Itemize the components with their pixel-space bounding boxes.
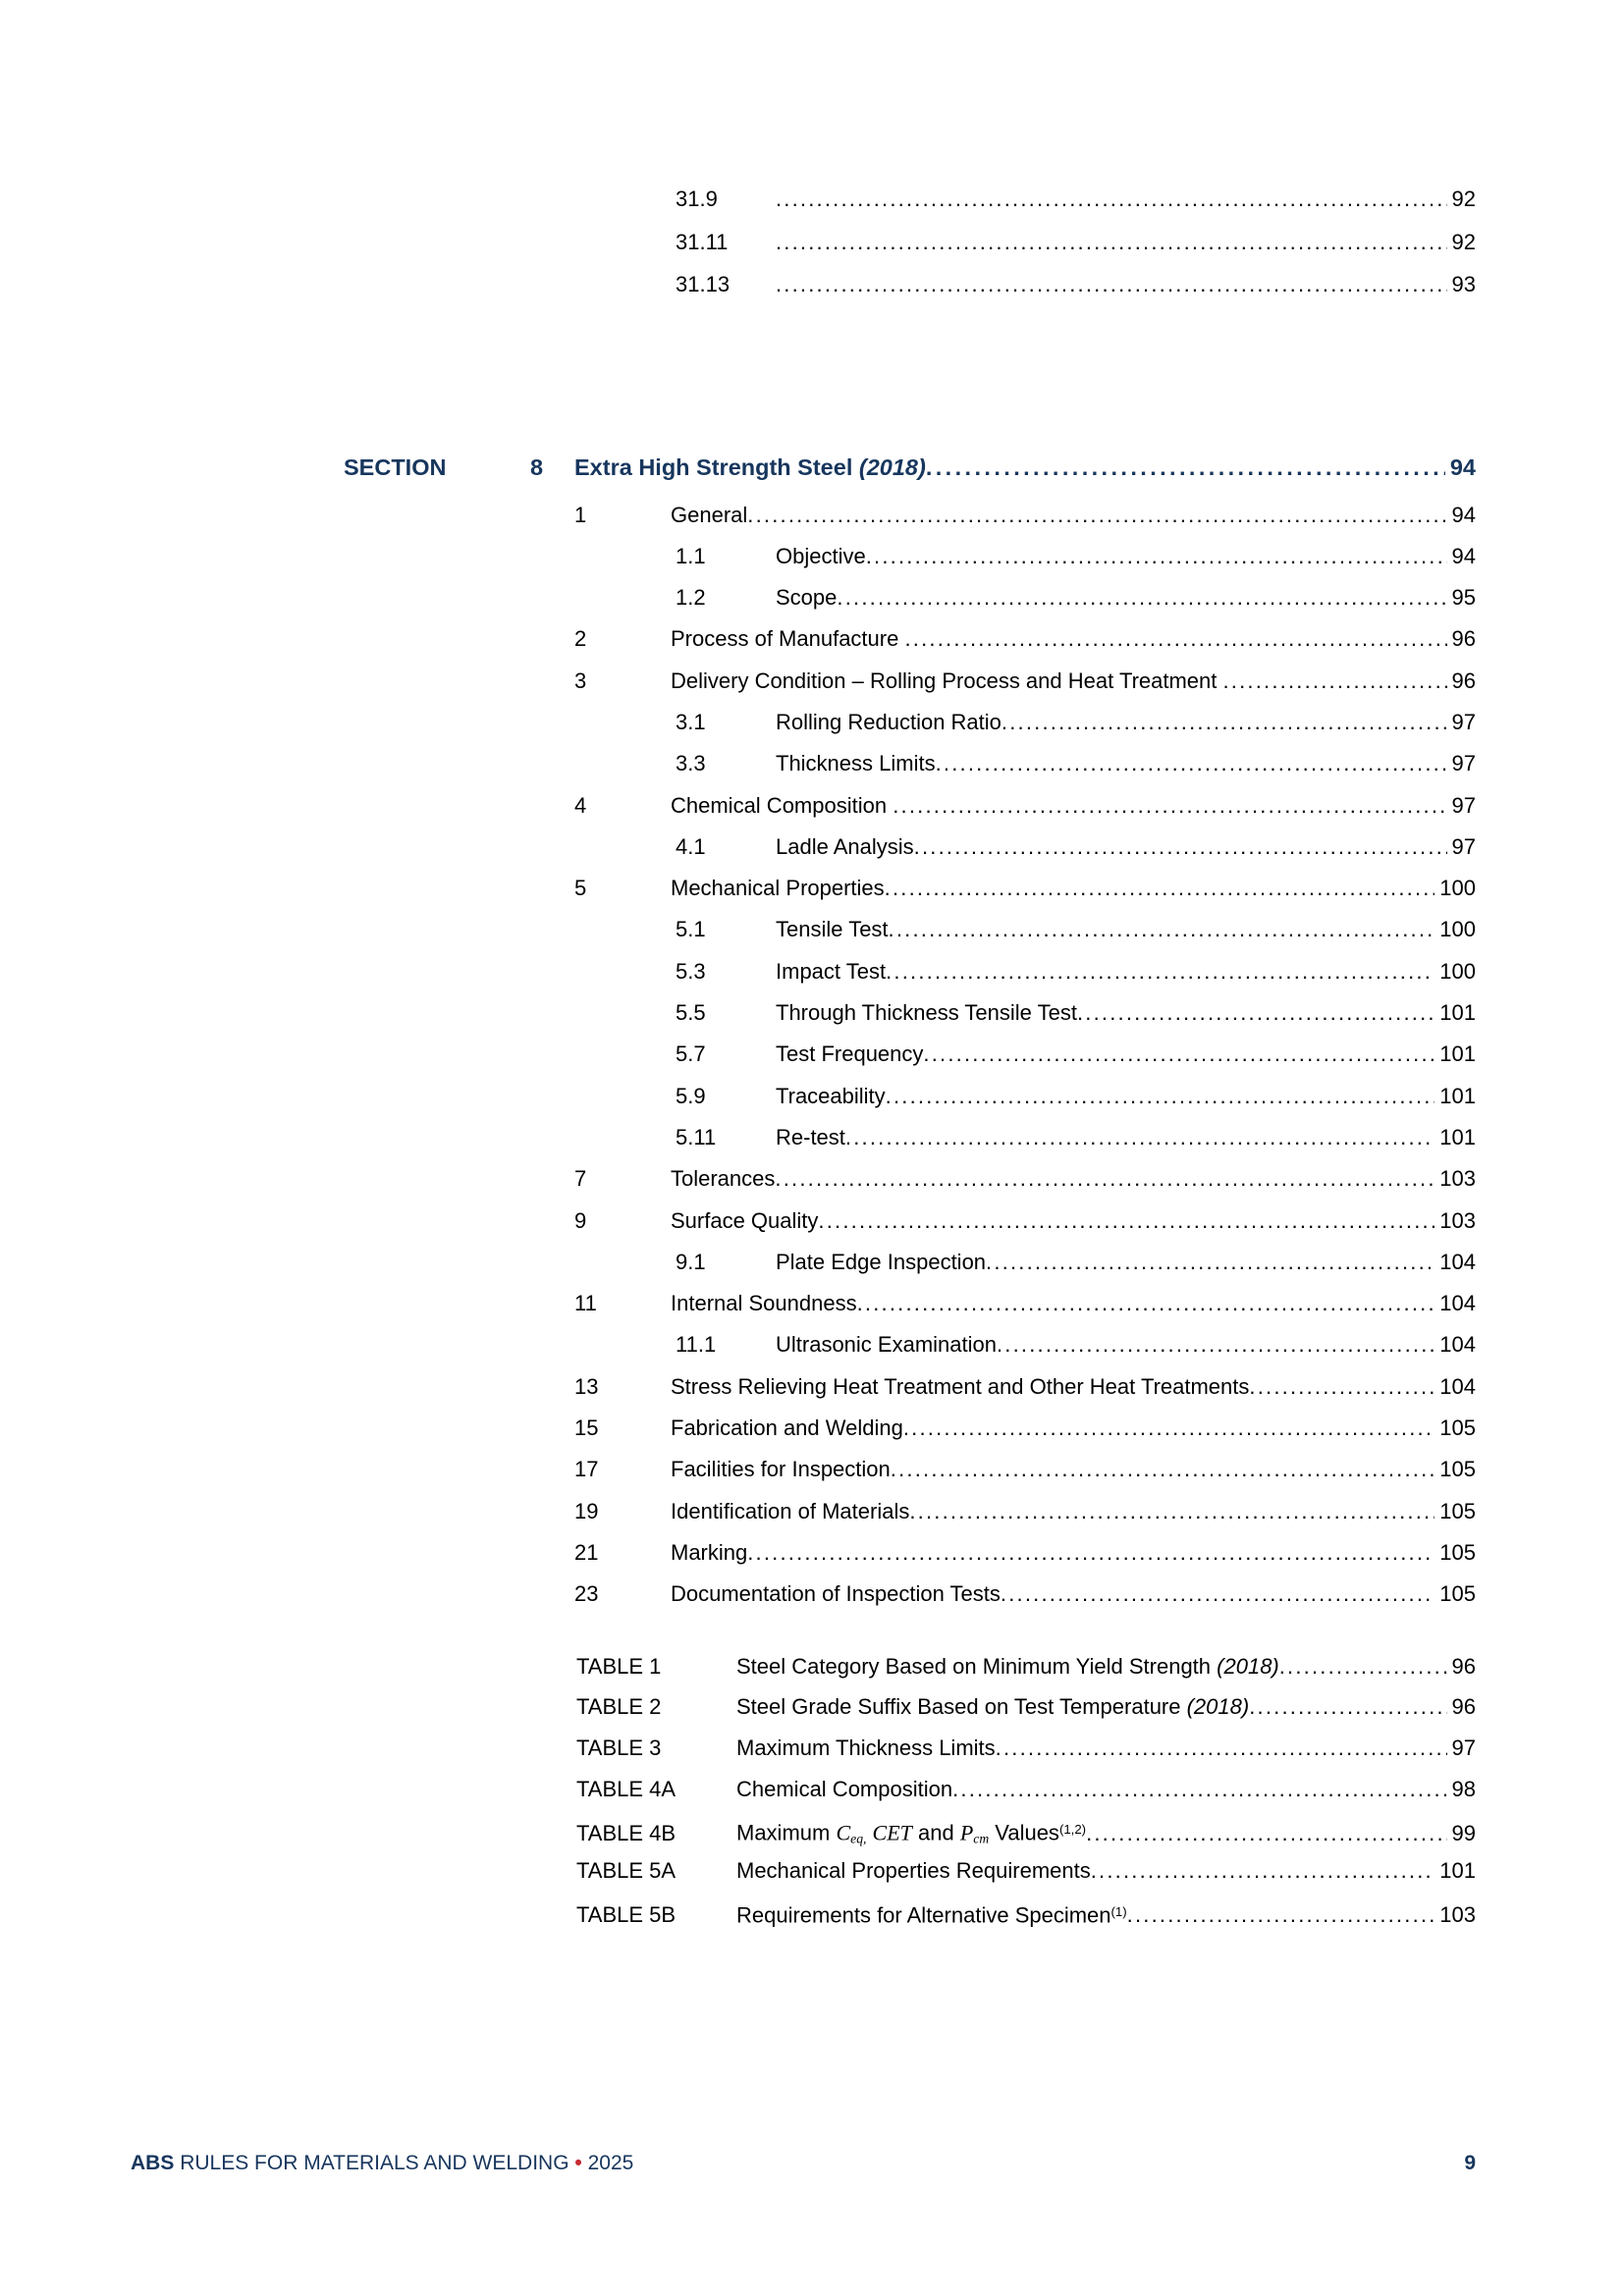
toc-entry <box>344 1415 1476 1457</box>
toc-entry-number: 5.11 <box>676 1124 717 1149</box>
section-title: Extra High Strength Steel (2018) <box>574 454 926 480</box>
toc-entry-page-number: 101 <box>1439 1000 1476 1026</box>
toc-entry-number: 11.1 <box>676 1332 717 1358</box>
toc-entry-title: Maximum Ceq, CET and Pcm Values$^{(1,2)}$ <box>736 1820 1087 1846</box>
toc-entry <box>344 1499 1476 1540</box>
toc-entry-title: Ultrasonic Examination <box>776 1332 997 1358</box>
dot-leader <box>889 917 1435 942</box>
dot-leader <box>1249 1694 1446 1720</box>
toc-entry-page-number: 104 <box>1439 1373 1476 1399</box>
dot-leader <box>1086 1821 1446 1846</box>
toc-entry-page-number: 96 <box>1451 1653 1476 1679</box>
toc-entry-title: Scope <box>776 585 838 611</box>
toc-entry <box>344 917 1476 958</box>
toc-entry-number: 1.2 <box>676 585 706 611</box>
dot-leader <box>936 751 1447 776</box>
toc-entry-number: 5.3 <box>676 958 706 984</box>
toc-entry-number: 7 <box>574 1166 587 1192</box>
toc-entry-page-number: 97 <box>1451 1735 1476 1760</box>
toc-entry-page-number: 101 <box>1439 1041 1476 1067</box>
toc-entry-number: 3 <box>574 667 587 693</box>
toc-entry <box>344 544 1476 585</box>
toc-entry-page-number: 97 <box>1451 792 1476 818</box>
dot-leader <box>1127 1902 1435 1928</box>
toc-entry-number: 31.9 <box>676 187 718 211</box>
toc-entry-title: Objective <box>776 543 866 568</box>
toc-entry-title: Test Frequency <box>776 1041 924 1067</box>
toc-entry-number: 4.1 <box>676 833 706 859</box>
toc-entry-title: Maximum Thickness Limits <box>736 1735 996 1760</box>
dot-leader <box>1279 1654 1447 1680</box>
toc-entry-page-number: 95 <box>1451 585 1476 611</box>
toc-entry <box>344 834 1476 876</box>
dot-leader <box>1249 1374 1435 1400</box>
dot-leader <box>893 793 1446 819</box>
toc-entry-title: Surface Quality <box>671 1207 819 1233</box>
dot-leader <box>904 626 1446 652</box>
toc-entry-title: Documentation of Inspection Tests <box>671 1581 1001 1607</box>
toc-entry-page-number: 104 <box>1439 1332 1476 1358</box>
toc-entry-number: 9 <box>574 1207 587 1233</box>
toc-entry-page-number: 100 <box>1439 917 1476 942</box>
toc-entry <box>344 1735 1476 1777</box>
toc-entry-title: General <box>671 502 748 527</box>
toc-entry-title: Plate Edge Inspection <box>776 1249 987 1274</box>
toc-entry <box>344 876 1476 917</box>
toc-entry-page-number: 92 <box>1451 229 1476 254</box>
toc-entry-title: Mechanical Properties Requirements <box>736 1857 1091 1883</box>
toc-entry-page-number: 105 <box>1439 1539 1476 1565</box>
toc-entry <box>344 503 1476 544</box>
toc-entry-page-number: 105 <box>1439 1498 1476 1523</box>
toc-entry-number: 17 <box>574 1457 599 1482</box>
toc-entry <box>344 230 1476 273</box>
toc-entry-number: 5.1 <box>676 917 706 942</box>
toc-entry-page-number: 101 <box>1439 1124 1476 1149</box>
dot-leader <box>1223 668 1447 694</box>
toc-entry <box>344 668 1476 710</box>
toc-entry-number: TABLE 3 <box>576 1735 662 1760</box>
toc-entry-page-number: 100 <box>1439 958 1476 984</box>
toc-entry-page-number: 98 <box>1451 1776 1476 1801</box>
toc-entry <box>344 793 1476 834</box>
dot-leader <box>776 230 1447 255</box>
toc-entry-title: Traceability <box>776 1083 886 1108</box>
dot-leader <box>776 272 1447 297</box>
toc-entry-title: Marking <box>671 1539 748 1565</box>
section-page-number: 94 <box>1449 454 1476 480</box>
table-of-contents <box>344 187 1476 1940</box>
dot-leader <box>866 544 1447 569</box>
toc-entry-title: Chemical Composition <box>736 1776 953 1801</box>
toc-entry-number: 5.7 <box>676 1041 706 1067</box>
toc-section-heading <box>344 454 1476 503</box>
toc-entry-page-number: 101 <box>1439 1083 1476 1108</box>
toc-entry <box>344 1694 1476 1735</box>
toc-entry <box>344 1457 1476 1498</box>
toc-entry-page-number: 94 <box>1451 543 1476 568</box>
toc-entry-title: Thickness Limits <box>776 751 936 776</box>
toc-entry-page-number: 100 <box>1439 876 1476 901</box>
dot-leader <box>1091 1858 1435 1884</box>
toc-entry <box>344 626 1476 667</box>
toc-entry <box>344 187 1476 230</box>
toc-entry-title: Identification of Materials <box>671 1498 910 1523</box>
toc-entry-title: Ladle Analysis <box>776 833 914 859</box>
toc-entry-page-number: 97 <box>1451 751 1476 776</box>
toc-entry-title: Tensile Test <box>776 917 889 942</box>
toc-entry <box>344 1166 1476 1207</box>
toc-entry <box>344 1041 1476 1083</box>
footer-brand: ABS <box>131 2152 175 2174</box>
toc-entry <box>344 1654 1476 1695</box>
dot-leader <box>891 1457 1435 1482</box>
toc-entry-number: 31.11 <box>676 229 729 254</box>
dot-leader <box>747 503 1446 528</box>
toc-entry-title: Mechanical Properties <box>671 876 885 901</box>
toc-entry-number: 15 <box>574 1415 599 1441</box>
toc-entry-page-number: 105 <box>1439 1415 1476 1441</box>
toc-entry-number: 3.1 <box>676 709 706 734</box>
toc-entry <box>344 1540 1476 1581</box>
toc-entry-page-number: 93 <box>1451 272 1476 296</box>
dot-leader <box>845 1125 1435 1150</box>
toc-entry <box>344 1899 1476 1941</box>
toc-entry-number: 1.1 <box>676 543 706 568</box>
dot-leader <box>909 1499 1435 1524</box>
toc-entry-page-number: 101 <box>1439 1857 1476 1883</box>
dot-leader <box>776 187 1447 212</box>
toc-entry <box>344 1817 1476 1858</box>
toc-entry-page-number: 96 <box>1451 667 1476 693</box>
dot-leader <box>886 959 1435 985</box>
dot-leader <box>886 1084 1435 1109</box>
toc-entry-page-number: 105 <box>1439 1581 1476 1607</box>
toc-entry <box>344 1125 1476 1166</box>
toc-entry-title: Impact Test <box>776 958 887 984</box>
dot-leader <box>923 1041 1435 1067</box>
dot-leader <box>903 1415 1435 1441</box>
toc-entry <box>344 710 1476 751</box>
toc-entry <box>344 1250 1476 1291</box>
toc-entry <box>344 1332 1476 1373</box>
toc-entry-page-number: 103 <box>1439 1166 1476 1192</box>
toc-entry-number: TABLE 5A <box>576 1857 677 1883</box>
toc-entry-page-number: 92 <box>1451 187 1476 211</box>
toc-entry-title: Fabrication and Welding <box>671 1415 903 1441</box>
dot-leader <box>818 1208 1435 1234</box>
toc-entry-title: Re-test <box>776 1124 845 1149</box>
dot-leader <box>1001 1581 1435 1607</box>
dot-leader <box>837 585 1446 611</box>
toc-entry-page-number: 99 <box>1451 1820 1476 1845</box>
toc-entry-page-number: 103 <box>1439 1902 1476 1928</box>
footer <box>131 2152 633 2175</box>
toc-entry-page-number: 94 <box>1451 502 1476 527</box>
toc-entry-title: Chemical Composition <box>671 792 893 818</box>
toc-entry <box>344 1084 1476 1125</box>
toc-entry-number: TABLE 1 <box>576 1653 662 1679</box>
toc-entry-number: 9.1 <box>676 1249 706 1274</box>
toc-entry-page-number: 105 <box>1439 1457 1476 1482</box>
page-number: 9 <box>1464 2152 1476 2174</box>
section-label: SECTION <box>344 454 447 480</box>
toc-entry <box>344 1858 1476 1899</box>
toc-entry-page-number: 97 <box>1451 709 1476 734</box>
toc-entry-title: Steel Grade Suffix Based on Test Temperature (2018) <box>736 1694 1250 1720</box>
dot-leader <box>747 1540 1435 1566</box>
toc-entry-title: Tolerances <box>671 1166 776 1192</box>
toc-entry <box>344 1777 1476 1818</box>
toc-entry-number: 11 <box>574 1291 597 1316</box>
toc-intro-block <box>344 187 1476 315</box>
dot-leader <box>885 876 1435 901</box>
toc-entry-title: Process of Manufacture <box>671 626 905 652</box>
dot-leader <box>996 1735 1447 1761</box>
toc-entry <box>344 959 1476 1000</box>
toc-entry-page-number: 104 <box>1439 1291 1476 1316</box>
toc-entry-title: Facilities for Inspection <box>671 1457 891 1482</box>
toc-entry-title: Stress Relieving Heat Treatment and Other Heat Treatments <box>671 1373 1250 1399</box>
toc-entry-number: 4 <box>574 792 587 818</box>
dot-leader <box>926 454 1445 480</box>
toc-entry <box>344 1291 1476 1332</box>
toc-entry <box>344 1000 1476 1041</box>
toc-entry-number: 1 <box>574 502 587 527</box>
toc-entry-number: 19 <box>574 1498 599 1523</box>
toc-entry <box>344 1581 1476 1623</box>
dot-leader <box>857 1291 1435 1316</box>
toc-entry <box>344 1208 1476 1250</box>
toc-entry-number: 13 <box>574 1373 599 1399</box>
toc-entry-number: 5.5 <box>676 1000 706 1026</box>
dot-leader <box>914 834 1447 860</box>
toc-entry-number: 21 <box>574 1539 599 1565</box>
toc-entries-block <box>344 503 1476 1624</box>
footer-title: RULES FOR MATERIALS AND WELDING <box>180 2152 569 2174</box>
toc-entry-page-number: 96 <box>1451 1694 1476 1720</box>
toc-entry-number: 5.9 <box>676 1083 706 1108</box>
toc-entry-number: 5 <box>574 876 587 901</box>
toc-entry <box>344 585 1476 626</box>
toc-entry-number: 2 <box>574 626 587 652</box>
toc-entry-page-number: 97 <box>1451 833 1476 859</box>
toc-entry-number: TABLE 5B <box>576 1902 677 1928</box>
section-number: 8 <box>530 454 544 480</box>
toc-entry-page-number: 104 <box>1439 1249 1476 1274</box>
toc-entry-page-number: 96 <box>1451 626 1476 652</box>
dot-leader <box>775 1166 1435 1192</box>
toc-entry-title: Steel Category Based on Minimum Yield Strength (2018) <box>736 1653 1279 1679</box>
toc-entry-number: TABLE 4A <box>576 1776 677 1801</box>
toc-entry-title: Requirements for Alternative Specimen$^{(1)}$ <box>736 1902 1127 1928</box>
toc-entry-title: Delivery Condition – Rolling Process and Heat Treatment <box>671 667 1223 693</box>
toc-entry-title: Internal Soundness <box>671 1291 857 1316</box>
toc-entry-number: 23 <box>574 1581 599 1607</box>
toc-entry <box>344 272 1476 315</box>
footer-year: 2025 <box>587 2152 634 2174</box>
toc-entry-title: Rolling Reduction Ratio <box>776 709 1001 734</box>
dot-leader <box>952 1777 1446 1802</box>
footer-separator-dot: • <box>574 2152 582 2174</box>
toc-entry-page-number: 103 <box>1439 1207 1476 1233</box>
toc-entry <box>344 1374 1476 1415</box>
toc-entry-number: TABLE 2 <box>576 1694 662 1720</box>
toc-entry-title: Through Thickness Tensile Test <box>776 1000 1077 1026</box>
dot-leader <box>1077 1000 1435 1026</box>
dot-leader <box>986 1250 1435 1275</box>
dot-leader <box>1001 710 1447 735</box>
toc-entry-number: 31.13 <box>676 272 731 296</box>
toc-entry <box>344 751 1476 792</box>
toc-entry-number: TABLE 4B <box>576 1820 677 1845</box>
toc-entry-number: 3.3 <box>676 751 706 776</box>
dot-leader <box>997 1332 1435 1358</box>
toc-tables-block <box>344 1654 1476 1941</box>
